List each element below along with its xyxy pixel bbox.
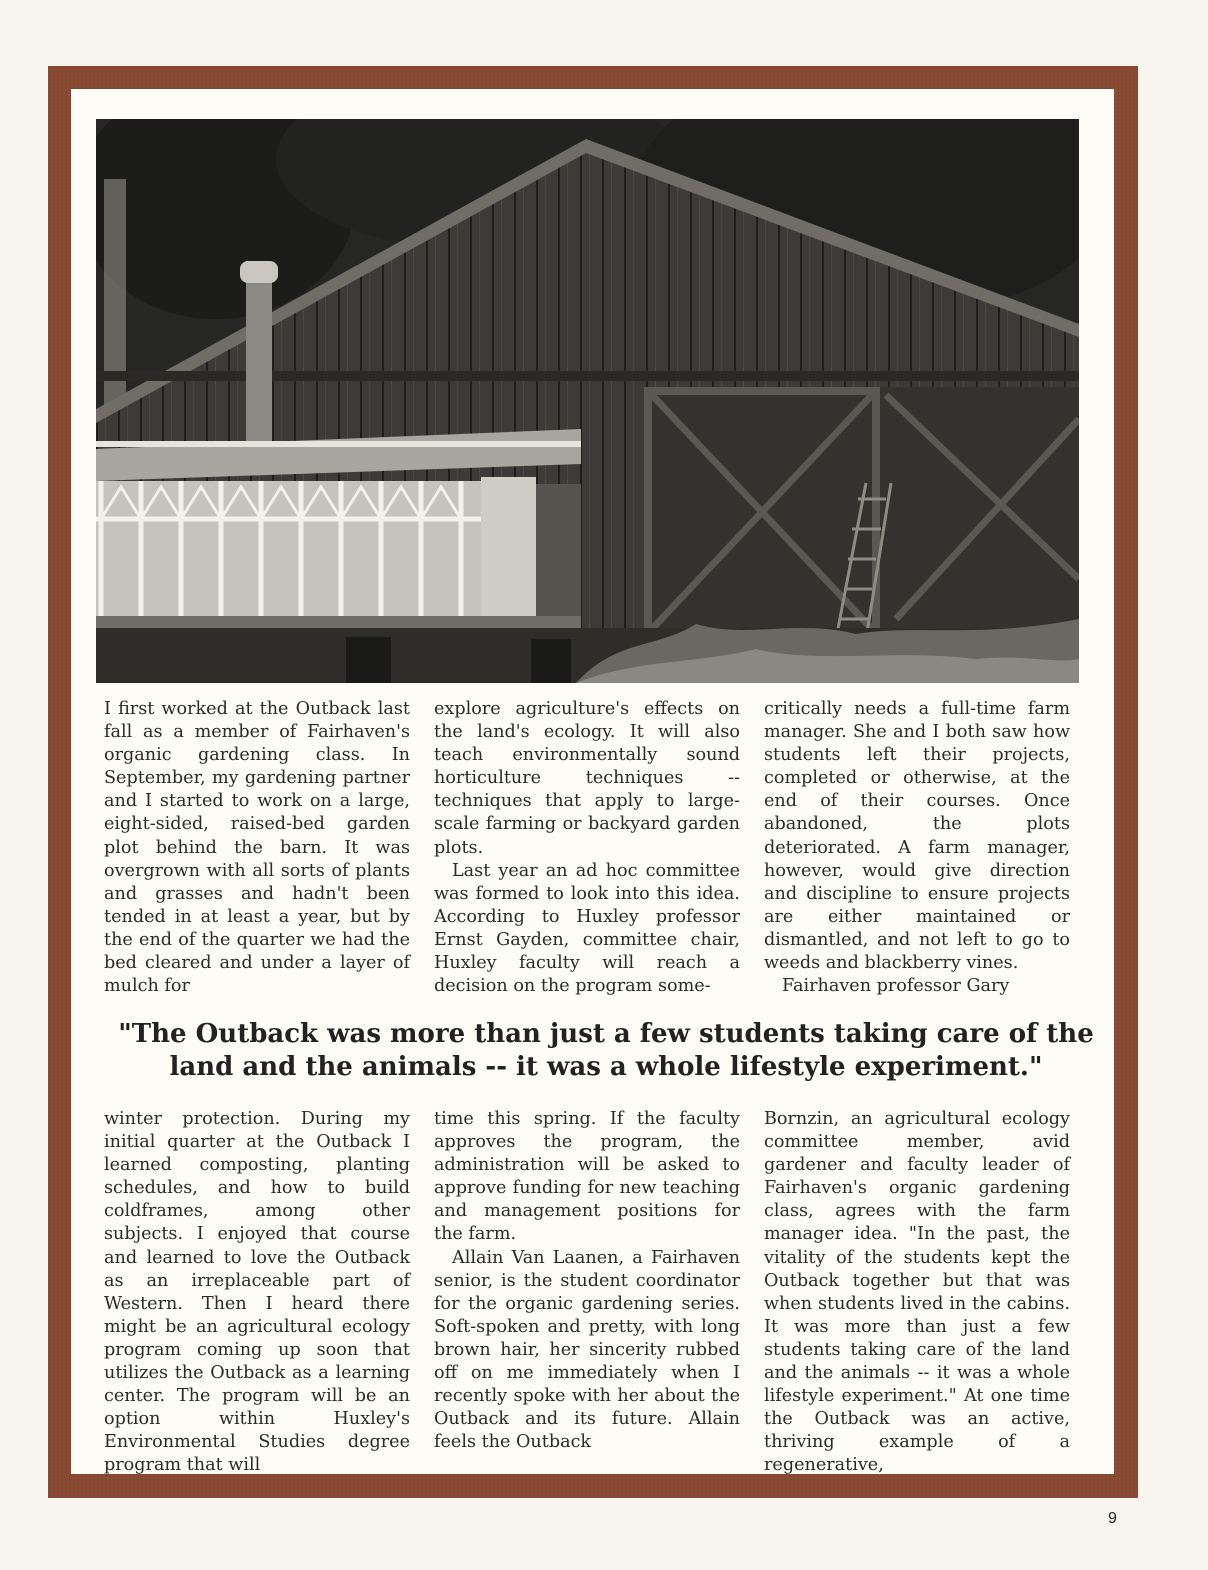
paragraph: Last year an ad hoc committee was formed to look into this idea. According to Huxley professor Ernst Gayden, committee chair, Huxley faculty will reach a decision on the program some- xyxy=(434,860,740,997)
paragraph: Allain Van Laanen, a Fairhaven senior, is the student coordinator for the organic gardening series. Soft-spoken and pretty, with long brown hair, her sincerity rubbed off on me immediately when I recently spoke with her about the Outback and its future. Allain feels the Outback xyxy=(434,1247,740,1453)
paragraph: Fairhaven professor Gary xyxy=(782,976,1010,997)
paragraph: time this spring. If the faculty approves the program, the administration will be asked to approve funding for new teaching and management positions for the farm. xyxy=(434,1109,740,1245)
paragraph: explore agriculture's effects on the land's ecology. It will also teach environmentally sound horticulture techniques -- techniques that apply to large-scale farming or backyard garden plots. xyxy=(434,699,740,858)
paragraph: Bornzin, an agricultural ecology committee member, avid gardener and faculty leader of Fairhaven's organic gardening class, agrees with the farm manager idea. "In the past, the vitality of the students kept the Outback together but that was when students lived in the cabins. It was more than just a few students taking care of the land and the animals -- it was a whole lifestyle experiment." At one time the Outback was an active, thriving example of a regenerative, xyxy=(764,1109,1070,1476)
article-column-3-top xyxy=(764,698,1070,998)
paragraph: critically needs a full-time farm manager. She and I both saw how students left their projects, completed or otherwise, at the end of their courses. Once abandoned, the plots deteriorated. A farm manager, however, would give direction and discipline to ensure projects are either maintained or dismantled, and not left to go to weeds and blackberry vines. xyxy=(764,699,1070,974)
paragraph: I first worked at the Outback last fall as a member of Fairhaven's organic gardening class. In September, my gardening partner and I started to work on a large, eight-sided, raised-bed garden plot behind the barn. It was overgrown with all sorts of plants and grasses and hadn't been tended in at least a year, but by the end of the quarter we had the bed cleared and under a layer of mulch for xyxy=(104,699,410,997)
article-column-2-bottom xyxy=(434,1108,740,1454)
barn-greenhouse-photo xyxy=(96,119,1079,683)
pull-quote: "The Outback was more than just a few students taking care of the land and the animals -- it was a whole lifestyle experiment." xyxy=(118,1019,1094,1082)
article-column-2-top xyxy=(434,698,740,998)
article-column-3-bottom xyxy=(764,1108,1070,1478)
page-number: 9 xyxy=(1108,1510,1117,1527)
article-column-1-top xyxy=(104,698,410,998)
paragraph: winter protection. During my initial quarter at the Outback I learned composting, planting schedules, and how to build coldframes, among other subjects. I enjoyed that course and learned to love the Outback as an irreplaceable part of Western. Then I heard there might be an agricultural ecology program coming up soon that utilizes the Outback as a learning center. The program will be an option within Huxley's Environmental Studies degree program that will xyxy=(104,1109,410,1476)
article-column-1-bottom xyxy=(104,1108,410,1478)
